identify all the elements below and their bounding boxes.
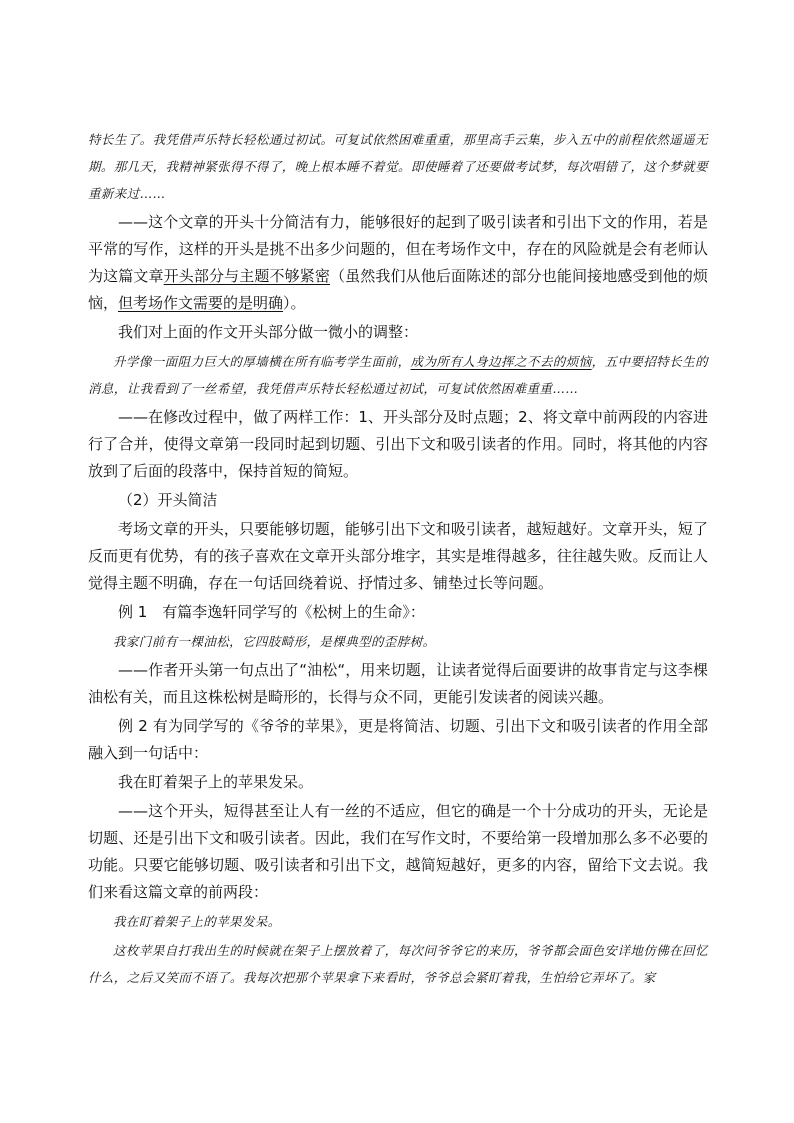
paragraph-text: ，五中要招特长生的消息，让我看到了一丝希望，我凭借声乐特长轻松通过初试，可复试依然困难重重…… (88, 354, 708, 396)
example-1-commentary (88, 657, 708, 711)
example-2-commentary (88, 798, 708, 906)
revision-commentary (88, 404, 708, 485)
paragraph-text: （虽然我们从他后面陈述的部分也能间接地感受到他的烦恼， (88, 267, 708, 312)
paragraph-text: ——作者开头第一句点出了“油松“，用来切题，让读者觉得后面要讲的故事肯定与这李棵油松有关，而且这株松树是畸形的，长得与众不同，更能引发读者的阅读兴趣。 (88, 661, 708, 706)
paragraph-text: 例 2 有为同学写的《爷爷的苹果》，更是将简洁、切题、引出下文和吸引读者的作用全部融入到一句话中： (88, 717, 708, 762)
paragraph-text: （2）开头简洁 (118, 491, 218, 509)
underlined-phrase: 开头部分与主题不够紧密 (163, 267, 330, 285)
example-1-quote (88, 628, 708, 655)
example-2-quote-second-paragraph (88, 937, 708, 991)
paragraph-text: 考场文章的开头，只要能够切题，能够引出下文和吸引读者，越短越好。文章开头，短了反而更有优势，有的孩子喜欢在文章开头部分堆字，其实是堆得越多，往往越失败。反而让人觉得主题不明确，存在一句话回绕着说、抒情过多、铺垫过长等问题。 (88, 520, 708, 592)
paragraph-text: ——在修改过程中，做了两样工作：1、开头部分及时点题；2、将文章中前两段的内容进行了合并，使得文章第一段同时起到切题、引出下文和吸引读者的作用。同时，将其他的内容放到了后面的段落中，保持首短的简短。 (88, 408, 708, 480)
example-1-intro (88, 599, 708, 626)
paragraph-text: 我们对上面的作文开头部分做一微小的调整： (118, 323, 419, 341)
paragraph-text: 我在盯着架子上的苹果发呆。 (118, 773, 314, 791)
page-body (88, 126, 708, 991)
paragraph-text: 升学像一面阻力巨大的厚墙横在所有临考学生面前， (113, 354, 411, 369)
section-heading (88, 487, 708, 514)
quoted-essay-continuation (88, 126, 708, 207)
revised-opening-quote (88, 348, 708, 402)
underlined-phrase: 但考场作文需要的是明确 (118, 294, 284, 312)
paragraph-text: ——这个文章的开头十分简洁有力，能够很好的起到了吸引读者和引出下文的作用，若是平常的写作，这样的开头是挑不出多少问题的，但在考场作文中，存在的风险就是会有老师认为这篇文章 (88, 213, 708, 285)
underlined-phrase: 成为所有人身边挥之不去的烦恼 (410, 354, 592, 369)
paragraph-text: ）。 (283, 294, 306, 312)
adjustment-intro (88, 319, 708, 346)
paragraph-text: 特长生了。我凭借声乐特长轻松通过初试。可复试依然困难重重，那里高手云集，步入五中的前程依然遥遥无期。那几天，我精神紧张得不得了，晚上根本睡不着觉。即使睡着了还要做考试梦，每次唱错了，这个梦就要重新来过…… (88, 132, 708, 201)
paragraph-text: 例 1 有篇李逸轩同学写的《松树上的生命》： (118, 603, 425, 621)
paragraph-text: 这枚苹果自打我出生的时候就在架子上摆放着了，每次问爷爷它的来历，爷爷都会面色安详地仿佛在回忆什么，之后又笑而不语了。我每次把那个苹果拿下来看时，爷爷总会紧盯着我，生怕给它弄坏了。家 (88, 943, 708, 985)
example-2-intro (88, 713, 708, 767)
example-2-sentence (88, 769, 708, 796)
example-2-quote-first-line (88, 908, 708, 935)
commentary-paragraph-1 (88, 209, 708, 317)
paragraph-text: ——这个开头，短得甚至让人有一丝的不适应，但它的确是一个十分成功的开头，无论是切题、还是引出下文和吸引读者。因此，我们在写作文时，不要给第一段增加那么多不必要的功能。只要它能够切题、吸引读者和引出下文，越简短越好，更多的内容，留给下文去说。我们来看这篇文章的前两段： (88, 802, 708, 901)
paragraph-text: 我家门前有一棵油松，它四肢畸形，是棵典型的歪脖树。 (113, 634, 436, 649)
paragraph-text: 我在盯着架子上的苹果发呆。 (113, 914, 281, 929)
concise-opening-paragraph (88, 516, 708, 597)
